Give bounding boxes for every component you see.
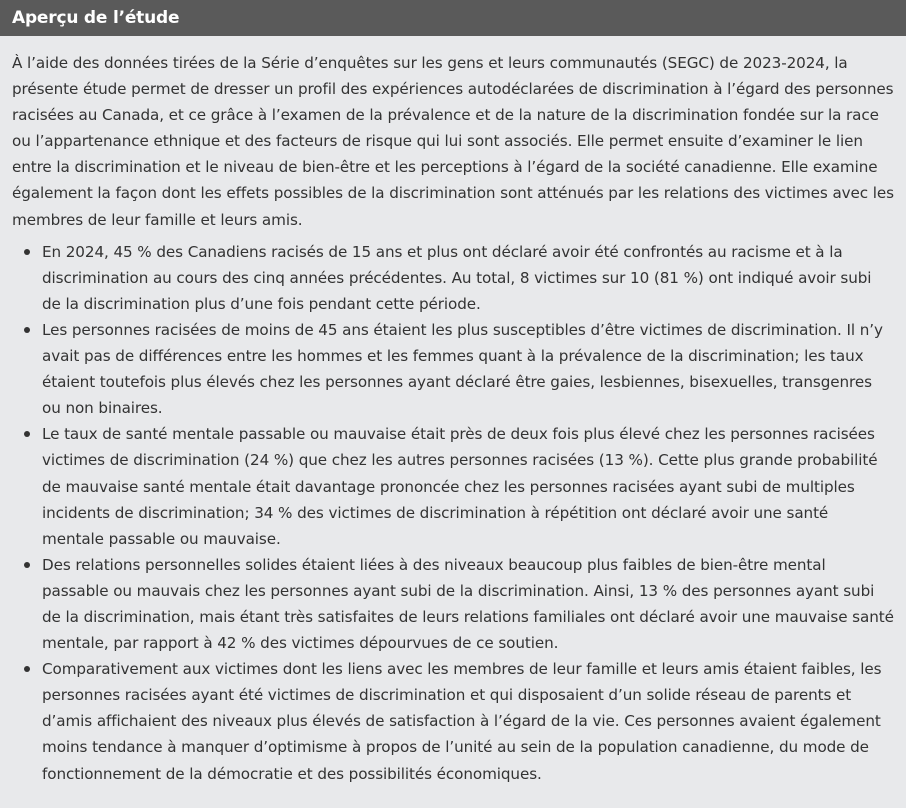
- list-item: [42, 552, 894, 656]
- list-item: [42, 421, 894, 551]
- panel-title: Aperçu de l’étude: [12, 8, 180, 28]
- bullet-icon: [24, 249, 30, 255]
- list-item: [42, 656, 894, 786]
- list-item-text: En 2024, 45 % des Canadiens racisés de 15 ans et plus ont déclaré avoir été confrontés au racisme et à la discrimination au cours des cinq années précédentes. Au total, 8 victimes sur 10 (81 %) ont indiqué avoir subi de la discrimination plus d’une fois pendant cette période.: [42, 242, 872, 313]
- bullet-icon: [24, 666, 30, 672]
- list-item-text: Des relations personnelles solides étaient liées à des niveaux beaucoup plus faibles de bien-être mental passable ou mauvais chez les personnes ayant subi de la discrimination. Ainsi, 13 % des personnes ayant subi de la discrimination, mais étant très satisfaites de leurs relations familiales ont déclaré avoir une mauvaise santé mentale, par rapport à 42 % des victimes dépourvues de ce soutien.: [42, 555, 894, 653]
- panel-header: [0, 0, 906, 36]
- intro-paragraph: À l’aide des données tirées de la Série d’enquêtes sur les gens et leurs communautés (SEGC) de 2023-2024, la présente étude permet de dresser un profil des expériences autodéclarées de discrimination à l’égard des personnes racisées au Canada, et ce grâce à l’examen de la prévalence et de la nature de la discrimination fondée sur la race ou l’appartenance ethnique et des facteurs de risque qui lui sont associés. Elle permet ensuite d’examiner le lien entre la discrimination et le niveau de bien-être et les perceptions à l’égard de la société canadienne. Elle examine également la façon dont les effets possibles de la discrimination sont atténués par les relations des victimes avec les membres de leur famille et leurs amis.: [12, 54, 894, 229]
- list-item-text: Comparativement aux victimes dont les liens avec les membres de leur famille et leurs amis étaient faibles, les personnes racisées ayant été victimes de discrimination et qui disposaient d’un solide réseau de parents et d’amis affichaient des niveaux plus élevés de satisfaction à l’égard de la vie. Ces personnes avaient également moins tendance à manquer d’optimisme à propos de l’unité au sein de la population canadienne, du mode de fonctionnement de la démocratie et des possibilités économiques.: [42, 660, 882, 783]
- list-item: [42, 239, 894, 317]
- key-findings-list: [12, 239, 894, 787]
- list-item-text: Le taux de santé mentale passable ou mauvaise était près de deux fois plus élevé chez les personnes racisées victimes de discrimination (24 %) que chez les autres personnes racisées (13 %). Cette plus grande probabilité de mauvaise santé mentale était davantage prononcée chez les personnes racisées ayant subi de multiples incidents de discrimination; 34 % des victimes de discrimination à répétition ont déclaré avoir une santé mentale passable ou mauvaise.: [42, 425, 878, 548]
- bullet-icon: [24, 562, 30, 568]
- panel-body: [0, 36, 906, 787]
- list-item-text: Les personnes racisées de moins de 45 ans étaient les plus susceptibles d’être victimes de discrimination. Il n’y avait pas de différences entre les hommes et les femmes quant à la prévalence de la discrimination; les taux étaient toutefois plus élevés chez les personnes ayant déclaré être gaies, lesbiennes, bisexuelles, transgenres ou non binaires.: [42, 320, 883, 418]
- list-item: [42, 317, 894, 421]
- bullet-icon: [24, 327, 30, 333]
- bullet-icon: [24, 431, 30, 437]
